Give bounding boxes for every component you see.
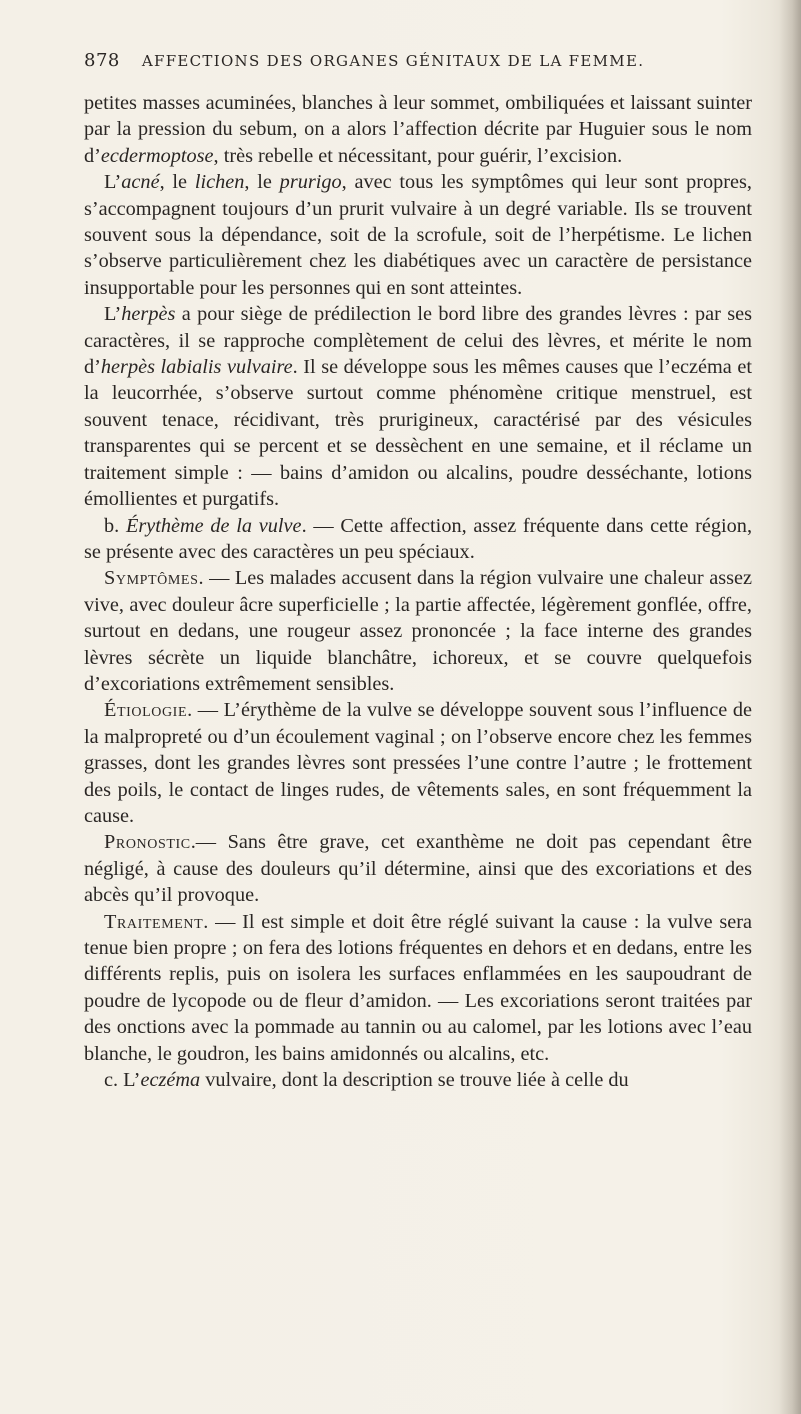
subsection-heading: Étiologie [104, 699, 188, 722]
paragraph-text: petites masses acuminées, blanches à leur sommet, ombiliquées et laissant suinter par la pression du sebum, on a alors l’affection décrite par Huguier sous le nom d’ [84, 92, 752, 167]
page-number: 878 [84, 50, 120, 71]
paragraph-5 [84, 565, 752, 697]
paragraph-1 [84, 90, 752, 169]
paragraph-text: . Il se développe sous les mêmes causes que l’eczéma et la leucorrhée, s’observe surtout comme phénomène critique menstruel, est souvent tenace, récidivant, très prurigineux, caractérisé par des vésicules transparentes qui se percent et se dessèchent en une semaine, et il réclame un traitement simple : — bains d’amidon ou alcalins, poudre desséchante, lotions émollientes et purgatifs. [84, 356, 753, 511]
italic-term: herpès labialis vulvaire [100, 356, 293, 379]
paragraph-text: , très rebelle et nécessitant, pour guérir, l’excision. [213, 144, 623, 167]
paragraph-4 [84, 513, 752, 566]
paragraph-text: , le [159, 171, 195, 194]
paragraph-text: . — Les malades accusent dans la région vulvaire une chaleur assez vive, avec douleur âcre superficielle ; la partie affectée, légèrement gonflée, offre, surtout en dedans, une rougeur assez prononcée ; la face interne des grandes lèvres sécrète un liquide blanchâtre, ichoreux, et se couvre quelquefois d’excoriations extrêmement sensibles. [84, 567, 752, 695]
section-title: Érythème de la vulve [125, 514, 302, 537]
section-title: eczéma [140, 1069, 201, 1092]
paragraph-text: , le [244, 171, 280, 194]
paragraph-2 [84, 169, 752, 301]
paragraph-text: . — Il est simple et doit être réglé suivant la cause : la vulve sera tenue bien propre ; on fera des lotions fréquentes en dehors et en dedans, entre les différents replis, puis on isolera les surfaces enflammées en les saupoudrant de poudre de lycopode ou de fleur d’amidon. — Les excoriations seront traitées par des onctions avec la pommade au tannin ou au calomel, par les lotions avec l’eau blanche, le goudron, les bains amidonnés ou alcalins, etc. [84, 910, 752, 1065]
paragraph-text: L’ [104, 303, 122, 326]
paragraph-9 [84, 1067, 752, 1093]
page-edge-shadow [779, 0, 801, 1414]
subsection-heading: Symptômes [104, 567, 199, 590]
italic-term: acné [121, 171, 160, 194]
paragraph-text: . — L’érythème de la vulve se développe souvent sous l’influence de la malpropreté ou d’un écoulement vaginal ; on l’observe encore chez les femmes grasses, dont les grandes lèvres sont pressées l’une contre l’autre ; le frottement des poils, le contact de linges rudes, de vêtements sales, en sont fréquemment la cause. [84, 699, 752, 827]
italic-term: prurigo [279, 171, 342, 194]
paragraph-text: . — Cette affection, assez fréquente dans cette région, se présente avec des caractères un peu spéciaux. [84, 514, 753, 563]
running-header [84, 50, 724, 80]
paragraph-text: L’ [123, 1069, 141, 1092]
paragraph-text: , avec tous les symptômes qui leur sont propres, s’accompagnent toujours d’un prurit vulvaire à un degré variable. Ils se trouvent souvent sous la dépendance, soit de la scrofule, soit de l’herpétisme. Le lichen s’observe particulièrement chez les diabétiques avec un caractère de persistance insupportable pour les personnes qui en sont atteintes. [84, 171, 752, 299]
subsection-heading: Pronostic [104, 831, 191, 854]
paragraph-3 [84, 301, 752, 512]
paragraph-6 [84, 697, 752, 829]
paragraph-7 [84, 829, 752, 908]
italic-term: lichen [194, 171, 245, 194]
paragraph-text: .— Sans être grave, cet exanthème ne doit pas cependant être négligé, à cause des douleurs qu’il détermine, ainsi que des excoriations et des abcès qu’il provoque. [84, 831, 752, 907]
paragraph-text: L’ [104, 171, 122, 194]
italic-term: ecdermoptose [100, 144, 214, 167]
paragraph-text: a pour siège de prédilection le bord libre des grandes lèvres : par ses caractères, il se rapproche complètement de celui des lèvres, et mérite le nom d’ [84, 303, 752, 379]
paragraph-8 [84, 909, 752, 1067]
italic-term: herpès [121, 303, 176, 326]
running-title: AFFECTIONS DES ORGANES GÉNITAUX DE LA FEMME. [141, 52, 645, 70]
subsection-heading: Traitement [104, 910, 204, 933]
body-text [84, 90, 752, 1093]
paragraph-text: vulvaire, dont la description se trouve liée à celle du [200, 1069, 629, 1092]
section-letter: b. [104, 514, 126, 537]
section-letter: c. [104, 1069, 124, 1092]
